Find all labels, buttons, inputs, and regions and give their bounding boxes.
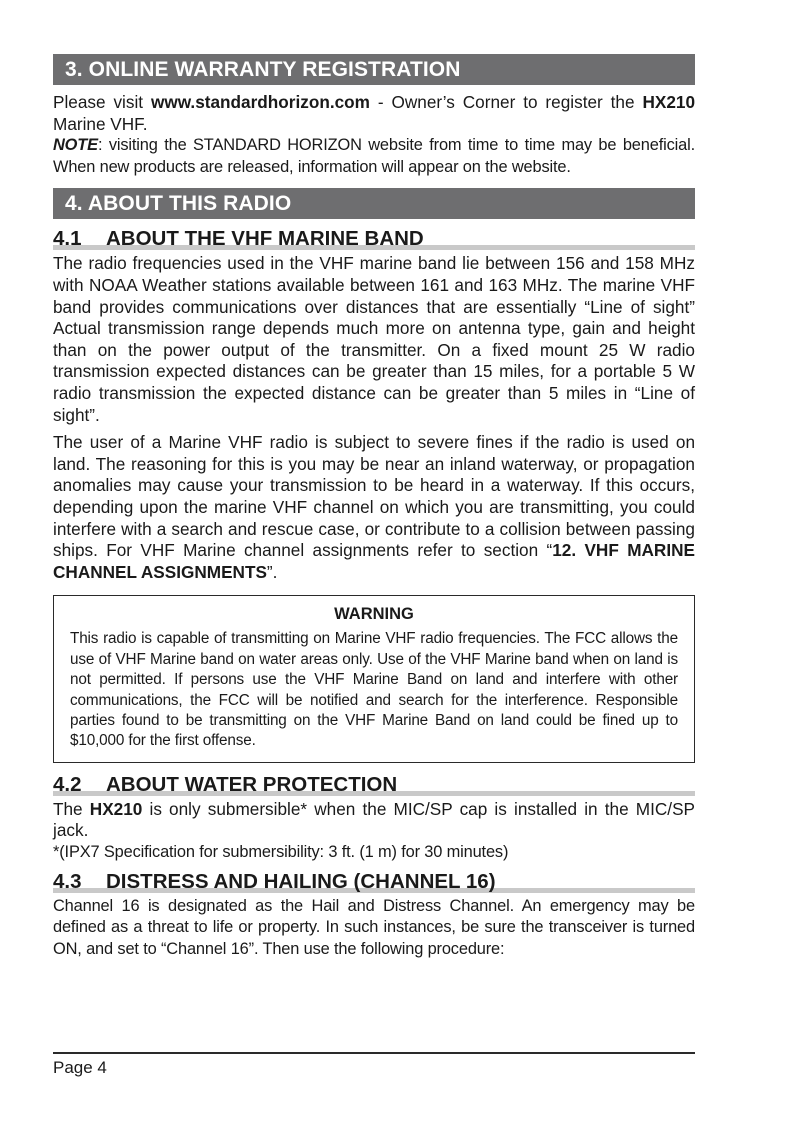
warning-title: WARNING xyxy=(334,605,414,624)
page-content xyxy=(53,54,695,960)
warning-box xyxy=(53,595,695,762)
note-paragraph xyxy=(53,135,695,178)
distress-paragraph: Channel 16 is designated as the Hail and Distress Channel. An emergency may be defined as a threat to life or property. In such instances, be sure the transceiver is turned ON, and set to “Channel 16”. Then use the following procedure: xyxy=(53,896,695,958)
subsection-4-1-heading xyxy=(53,227,695,251)
vhf-band-paragraph-2 xyxy=(53,432,695,583)
water-text-post: is only submersible* when the MIC/SP cap is installed in the MIC/SP jack. xyxy=(53,798,695,841)
website-link[interactable]: www.standardhorizon.com xyxy=(150,92,370,112)
model-name: HX210 xyxy=(89,798,143,819)
subsection-number: 4.1 xyxy=(53,227,82,251)
warranty-text-post: Marine VHF. xyxy=(53,113,148,134)
subsection-title: ABOUT THE VHF MARINE BAND xyxy=(106,227,424,251)
model-name: HX210 xyxy=(642,92,696,112)
water-text-pre: The xyxy=(53,798,90,819)
section-reference: 12. VHF MARINE CHANNEL ASSIGNMENTS xyxy=(53,540,695,582)
warning-text: This radio is capable of transmitting on Marine VHF radio frequencies. The FCC allows the use of VHF Marine band on water areas only. Use of the VHF Marine band when on land is not permitted. If persons use the VHF Marine Band on land and interfere with other communications, the FCC will be notified and search for the interference. Responsible parties found to be transmitting on the VHF Marine Band on land could be fined up to $10,000 for the first offense. xyxy=(70,630,678,750)
water-protection-paragraph xyxy=(53,799,695,842)
warranty-text-pre: Please visit xyxy=(53,92,151,112)
subsection-title: ABOUT WATER PROTECTION xyxy=(106,772,398,796)
submersibility-footnote: *(IPX7 Specification for submersibility: 3 ft. (1 m) for 30 minutes) xyxy=(53,842,509,861)
section-4-heading: 4. ABOUT THIS RADIO xyxy=(53,188,695,219)
warranty-paragraph xyxy=(53,92,695,135)
warranty-text-mid: - Owner’s Corner to register the xyxy=(369,92,643,112)
vhf-band-paragraph-1: The radio frequencies used in the VHF marine band lie between 156 and 158 MHz with NOAA Weather stations available between 161 and 163 MHz. The marine VHF band provides communications over distances that are essentially “Line of sight” Actual transmission range depends much more on antenna type, gain and height than on the power output of the transmitter. On a fixed mount 25 W radio transmission expected distances can be greater than 15 miles, for a portable 5 W radio transmission the expected distance can be greater than 5 miles in “Line of sight”. xyxy=(53,253,695,425)
subsection-number: 4.3 xyxy=(53,869,82,893)
subsection-number: 4.2 xyxy=(53,772,82,796)
footer-divider xyxy=(53,1052,695,1054)
vhf-band-text: The user of a Marine VHF radio is subject to severe fines if the radio is used on land. The reasoning for this is you may be near an inland waterway, or propagation anomalies may cause your transmission to be heard in a waterway. If this occurs, depending upon the marine VHF channel on which you are transmitting, you could interfere with a search and rescue case, or contribute to a collision between passing ships. For VHF Marine channel assignments refer to section “ xyxy=(53,432,695,561)
subsection-4-2-heading xyxy=(53,773,695,797)
note-label: NOTE xyxy=(53,136,98,155)
note-text: : visiting the STANDARD HORIZON website from time to time may be beneficial. When new products are released, information will appear on the website. xyxy=(53,136,695,176)
vhf-band-text-end: ”. xyxy=(266,561,278,582)
subsection-4-3-heading xyxy=(53,870,695,894)
subsection-title: DISTRESS AND HAILING (CHANNEL 16) xyxy=(106,869,496,893)
page-number: Page 4 xyxy=(53,1058,107,1077)
section-3-heading: 3. ONLINE WARRANTY REGISTRATION xyxy=(53,54,695,85)
